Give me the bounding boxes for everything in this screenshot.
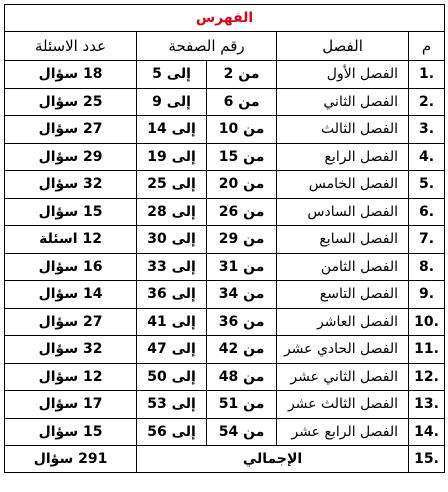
row-chapter: الفصل الأول	[277, 61, 409, 89]
row-page-from: من 51	[207, 391, 277, 419]
table-row	[5, 336, 445, 364]
table-row	[5, 171, 445, 199]
row-chapter: الفصل الثامن	[277, 253, 409, 281]
row-questions: 27 سؤال	[5, 116, 137, 144]
row-num: .11	[409, 336, 445, 364]
row-page-to: إلى 50	[137, 363, 207, 391]
table-row	[5, 253, 445, 281]
row-page-to: إلى 53	[137, 391, 207, 419]
row-page-to: إلى 25	[137, 171, 207, 199]
row-questions: 18 سؤال	[5, 61, 137, 89]
row-chapter: الفصل الثالث عشر	[277, 391, 409, 419]
row-page-from: من 2	[207, 61, 277, 89]
table-row	[5, 143, 445, 171]
total-label: الإجمالي	[137, 446, 409, 473]
row-page-to: إلى 9	[137, 88, 207, 116]
row-page-from: من 48	[207, 363, 277, 391]
row-questions: 17 سؤال	[5, 391, 137, 419]
row-questions: 15 سؤال	[5, 418, 137, 446]
row-page-from: من 15	[207, 143, 277, 171]
row-num: .6	[409, 198, 445, 226]
row-questions: 25 سؤال	[5, 88, 137, 116]
row-page-from: من 20	[207, 171, 277, 199]
row-page-to: إلى 41	[137, 308, 207, 336]
row-page-from: من 29	[207, 226, 277, 254]
row-page-from: من 6	[207, 88, 277, 116]
row-page-to: إلى 19	[137, 143, 207, 171]
row-page-from: من 42	[207, 336, 277, 364]
row-page-to: إلى 5	[137, 61, 207, 89]
row-page-to: إلى 36	[137, 281, 207, 309]
row-page-to: إلى 14	[137, 116, 207, 144]
row-chapter: الفصل الرابع	[277, 143, 409, 171]
header-num: م	[409, 32, 445, 61]
row-num: .2	[409, 88, 445, 116]
row-chapter: الفصل الثاني	[277, 88, 409, 116]
row-page-to: إلى 30	[137, 226, 207, 254]
row-chapter: الفصل التاسع	[277, 281, 409, 309]
table-title: الفهرس	[5, 5, 445, 32]
row-chapter: الفصل السادس	[277, 198, 409, 226]
row-page-to: إلى 47	[137, 336, 207, 364]
row-questions: 14 سؤال	[5, 281, 137, 309]
table-row	[5, 88, 445, 116]
row-num: .14	[409, 418, 445, 446]
table-row	[5, 61, 445, 89]
table-row	[5, 308, 445, 336]
row-chapter: الفصل العاشر	[277, 308, 409, 336]
table-row	[5, 281, 445, 309]
row-num: .7	[409, 226, 445, 254]
header-chapter: الفصل	[277, 32, 409, 61]
row-questions: 32 سؤال	[5, 336, 137, 364]
row-questions: 32 سؤال	[5, 171, 137, 199]
row-num: .5	[409, 171, 445, 199]
row-questions: 15 سؤال	[5, 198, 137, 226]
row-num: .8	[409, 253, 445, 281]
row-num: .1	[409, 61, 445, 89]
total-questions: 291 سؤال	[5, 446, 137, 473]
row-chapter: الفصل الثالث	[277, 116, 409, 144]
row-page-to: إلى 56	[137, 418, 207, 446]
row-chapter: الفصل الخامس	[277, 171, 409, 199]
row-questions: 12 سؤال	[5, 363, 137, 391]
table-row	[5, 198, 445, 226]
row-page-from: من 34	[207, 281, 277, 309]
row-chapter: الفصل الرابع عشر	[277, 418, 409, 446]
table-row	[5, 418, 445, 446]
row-questions: 29 سؤال	[5, 143, 137, 171]
row-page-to: إلى 28	[137, 198, 207, 226]
table-row	[5, 116, 445, 144]
row-num: .12	[409, 363, 445, 391]
header-pages: رقم الصفحة	[137, 32, 277, 61]
row-questions: 12 اسئلة	[5, 226, 137, 254]
header-questions: عدد الاسئلة	[5, 32, 137, 61]
row-page-from: من 26	[207, 198, 277, 226]
index-table	[4, 4, 445, 473]
row-num: .13	[409, 391, 445, 419]
index-table-container	[4, 4, 444, 473]
row-questions: 27 سؤال	[5, 308, 137, 336]
row-num: .3	[409, 116, 445, 144]
table-row	[5, 226, 445, 254]
row-page-from: من 54	[207, 418, 277, 446]
row-chapter: الفصل الثاني عشر	[277, 363, 409, 391]
row-num: .4	[409, 143, 445, 171]
row-chapter: الفصل الحادي عشر	[277, 336, 409, 364]
row-page-to: إلى 33	[137, 253, 207, 281]
table-row	[5, 363, 445, 391]
total-row	[5, 446, 445, 473]
table-row	[5, 391, 445, 419]
row-page-from: من 31	[207, 253, 277, 281]
row-num: .10	[409, 308, 445, 336]
row-page-from: من 10	[207, 116, 277, 144]
row-page-from: من 36	[207, 308, 277, 336]
row-chapter: الفصل السابع	[277, 226, 409, 254]
row-questions: 16 سؤال	[5, 253, 137, 281]
row-num: .9	[409, 281, 445, 309]
total-num: .15	[409, 446, 445, 473]
